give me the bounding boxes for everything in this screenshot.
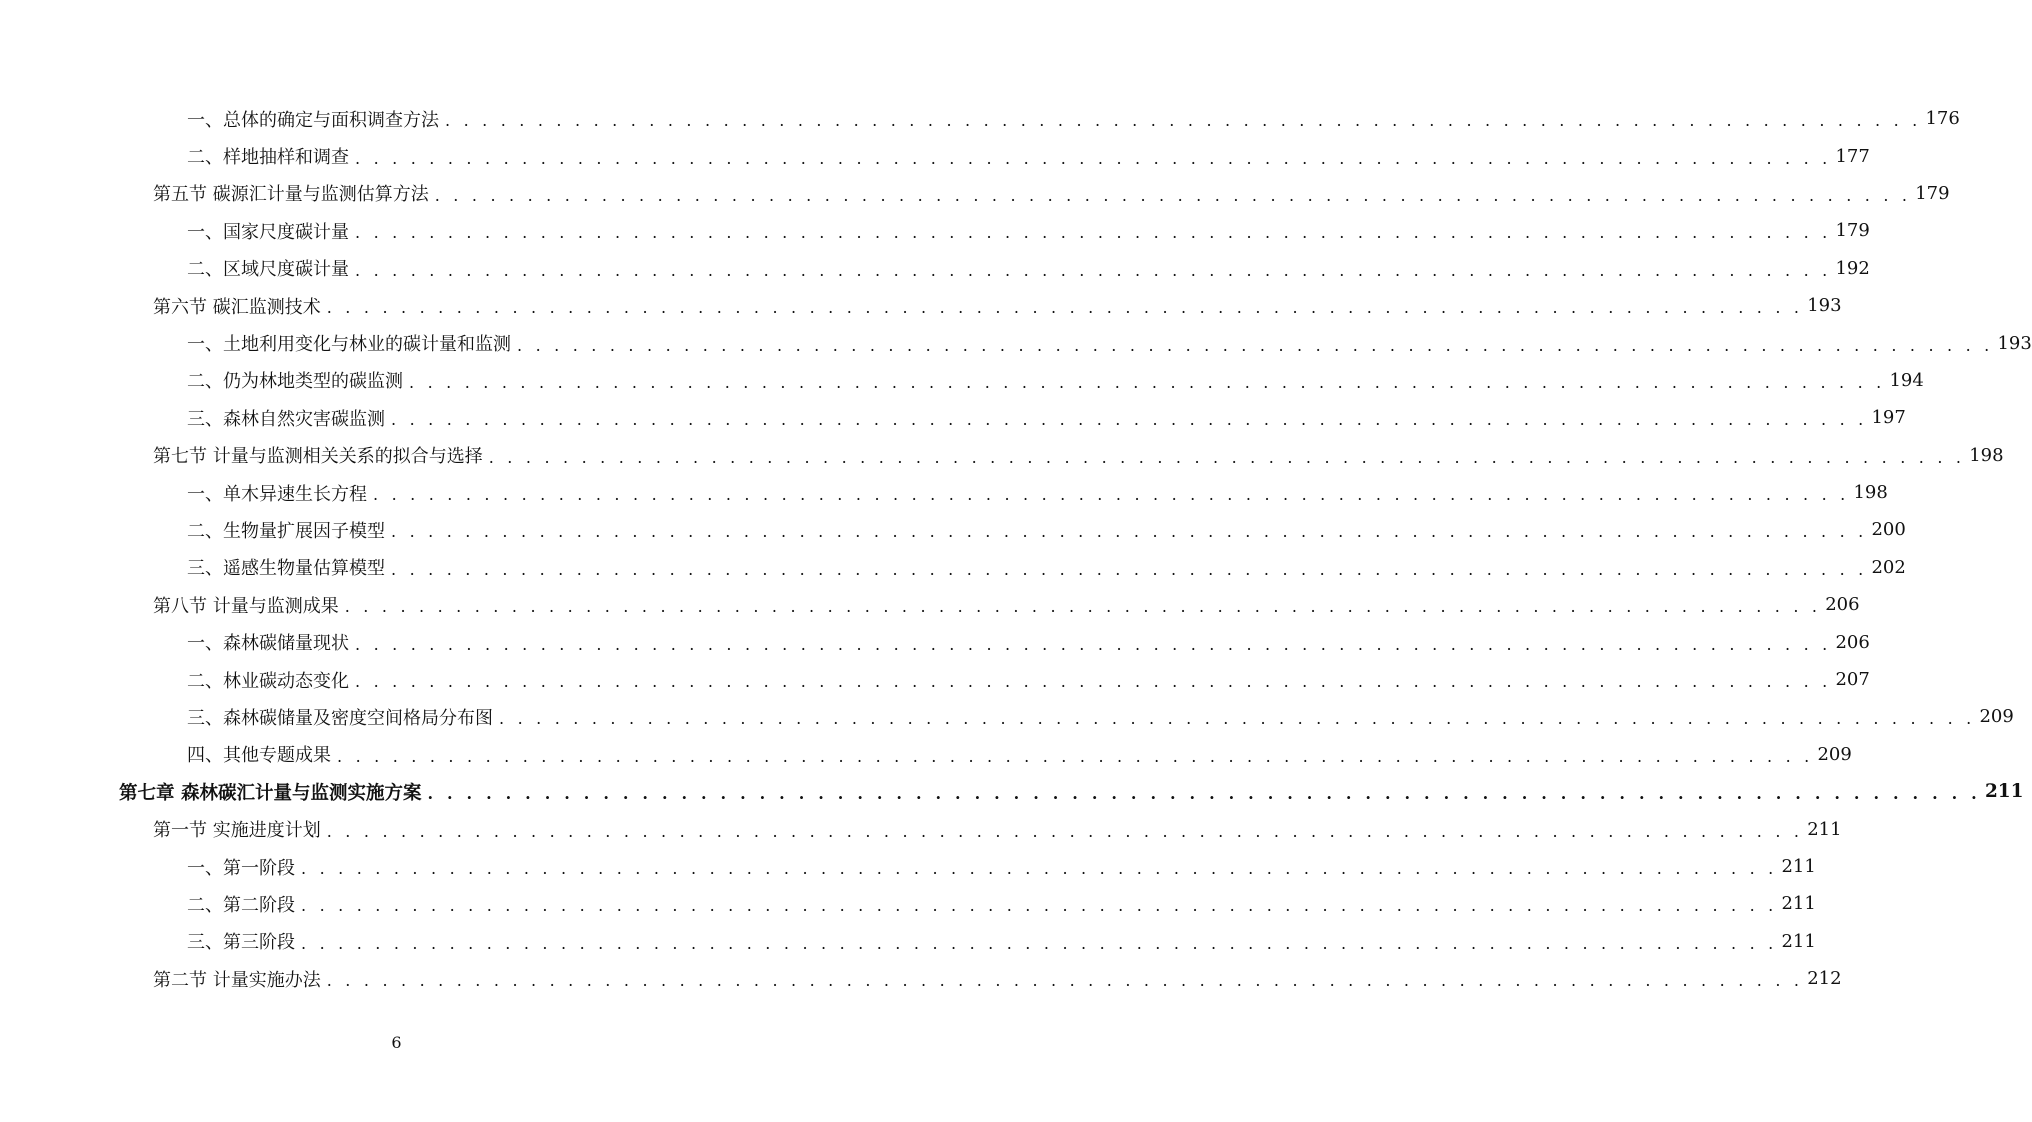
toc-entry-item[interactable] [0, 736, 1852, 773]
toc-entry-section[interactable] [0, 586, 1860, 623]
dot-leader: . . . . . . . . . . . . . . . . . . . . . . . . . . . . . . . . . . . . . . . . . . . . . . . . . . . . . . . . . . . . . . . . . . . . . . . . . . . . . . . . [326, 821, 1804, 841]
toc-entry-item[interactable] [0, 848, 1816, 885]
toc-entry-page: 176 [1925, 108, 1960, 130]
toc-entry-item[interactable] [0, 623, 1870, 660]
toc-entry-section[interactable] [0, 810, 1842, 847]
toc-entry-label: 二、样地抽样和调查 [187, 147, 349, 169]
toc-entry-label: 一、国家尺度碳计量 [187, 221, 349, 243]
dot-leader: . . . . . . . . . . . . . . . . . . . . . . . . . . . . . . . . . . . . . . . . . . . . . . . . . . . . . . . . . . . . . . . . . . . . . . . . . . . . . . . . [391, 559, 1868, 579]
dot-leader: . . . . . . . . . . . . . . . . . . . . . . . . . . . . . . . . . . . . . . . . . . . . . . . . . . . . . . . . . . . . . . . . . . . . . . . . . . . . . . . . [326, 971, 1804, 991]
toc-entry-item[interactable] [0, 923, 1816, 960]
dot-leader: . . . . . . . . . . . . . . . . . . . . . . . . . . . . . . . . . . . . . . . . . . . . . . . . . . . . . . . . . . . . . . . . . . . . . . . . . . . . . . . . [344, 597, 1822, 617]
toc-entry-label: 二、仍为林地类型的碳监测 [187, 371, 403, 393]
toc-entry-label: 三、遥感生物量估算模型 [187, 558, 385, 580]
toc-entry-item[interactable] [0, 661, 1870, 698]
dot-leader: . . . . . . . . . . . . . . . . . . . . . . . . . . . . . . . . . . . . . . . . . . . . . . . . . . . . . . . . . . . . . . . . . . . . . . . . . . . . . . . . [355, 260, 1832, 280]
toc-entry-item[interactable] [0, 100, 1960, 137]
toc-entry-section[interactable] [0, 175, 1950, 212]
toc-entry-label: 三、第三阶段 [187, 932, 295, 954]
toc-entry-label: 第一节 实施进度计划 [153, 820, 321, 842]
dot-leader: . . . . . . . . . . . . . . . . . . . . . . . . . . . . . . . . . . . . . . . . . . . . . . . . . . . . . . . . . . . . . . . . . . . . . . . . . . . . . . . . [337, 746, 1814, 766]
toc-entry-chapter[interactable] [0, 773, 2024, 810]
toc-entry-label: 二、林业碳动态变化 [187, 670, 349, 692]
toc-entry-page: 206 [1825, 594, 1860, 616]
toc-entry-label: 一、总体的确定与面积调查方法 [187, 109, 439, 131]
toc-entry-item[interactable] [0, 474, 1888, 511]
dot-leader: . . . . . . . . . . . . . . . . . . . . . . . . . . . . . . . . . . . . . . . . . . . . . . . . . . . . . . . . . . . . . . . . . . . . . . . . . . . . . . . . [355, 634, 1832, 654]
toc-entry-page: 200 [1871, 519, 1906, 541]
toc-entry-page: 212 [1807, 968, 1842, 990]
dot-leader: . . . . . . . . . . . . . . . . . . . . . . . . . . . . . . . . . . . . . . . . . . . . . . . . . . . . . . . . . . . . . . . . . . . . . . . . . . . . . . . . [355, 223, 1832, 243]
toc-entry-label: 二、第二阶段 [187, 894, 295, 916]
toc-entry-section[interactable] [0, 960, 1842, 997]
dot-leader: . . . . . . . . . . . . . . . . . . . . . . . . . . . . . . . . . . . . . . . . . . . . . . . . . . . . . . . . . . . . . . . . . . . . . . . . . . . . . . . . [301, 896, 1778, 916]
toc-entry-item[interactable] [0, 698, 2014, 735]
toc-entry-page: 179 [1835, 220, 1870, 242]
toc-entry-label: 第七节 计量与监测相关关系的拟合与选择 [153, 446, 483, 468]
toc-entry-item[interactable] [0, 549, 1906, 586]
toc-entry-page: 194 [1889, 369, 1924, 391]
toc-entry-item[interactable] [0, 250, 1870, 287]
toc-entry-page: 211 [1984, 781, 2024, 803]
toc-entry-label: 一、土地利用变化与林业的碳计量和监测 [187, 334, 511, 356]
toc-entry-item[interactable] [0, 885, 1816, 922]
toc-entry-label: 二、生物量扩展因子模型 [187, 520, 385, 542]
dot-leader: . . . . . . . . . . . . . . . . . . . . . . . . . . . . . . . . . . . . . . . . . . . . . . . . . . . . . . . . . . . . . . . . . . . . . . . . . . . . . . . . [488, 447, 1966, 467]
toc-entry-item[interactable] [0, 137, 1870, 174]
dot-leader: . . . . . . . . . . . . . . . . . . . . . . . . . . . . . . . . . . . . . . . . . . . . . . . . . . . . . . . . . . . . . . . . . . . . . . . . . . . . . . . . [409, 372, 1886, 392]
table-of-contents [0, 100, 2032, 997]
toc-entry-page: 209 [1979, 706, 2014, 728]
toc-entry-page: 206 [1835, 631, 1870, 653]
toc-entry-label: 三、森林碳储量及密度空间格局分布图 [187, 707, 493, 729]
toc-entry-item[interactable] [0, 324, 2032, 361]
dot-leader: . . . . . . . . . . . . . . . . . . . . . . . . . . . . . . . . . . . . . . . . . . . . . . . . . . . . . . . . . . . . . . . . . . . . . . . . . . . . . . . . [355, 148, 1832, 168]
dot-leader: . . . . . . . . . . . . . . . . . . . . . . . . . . . . . . . . . . . . . . . . . . . . . . . . . . . . . . . . . . . . . . . . . . . . . . . . . . . . . . . . [326, 298, 1804, 318]
toc-entry-page: 202 [1871, 556, 1906, 578]
dot-leader: . . . . . . . . . . . . . . . . . . . . . . . . . . . . . . . . . . . . . . . . . . . . . . . . . . . . . . . . . . . . . . . . . . . . . . . . . . . . . . . . [445, 111, 1922, 131]
dot-leader: . . . . . . . . . . . . . . . . . . . . . . . . . . . . . . . . . . . . . . . . . . . . . . . . . . . . . . . . . . . . . . . . . . . . . . . . . . . . . . . . [391, 410, 1868, 430]
toc-entry-label: 二、区域尺度碳计量 [187, 259, 349, 281]
toc-entry-page: 197 [1871, 407, 1906, 429]
dot-leader: . . . . . . . . . . . . . . . . . . . . . . . . . . . . . . . . . . . . . . . . . . . . . . . . . . . . . . . . . . . . . . . . . . . . . . . . . . . . . . . . [301, 933, 1778, 953]
toc-entry-page: 211 [1781, 930, 1816, 952]
toc-entry-label: 一、森林碳储量现状 [187, 633, 349, 655]
toc-entry-page: 177 [1835, 145, 1870, 167]
toc-entry-page: 198 [1853, 482, 1888, 504]
toc-entry-page: 207 [1835, 669, 1870, 691]
toc-entry-page: 211 [1781, 856, 1816, 877]
toc-entry-page: 211 [1807, 818, 1842, 840]
toc-entry-page: 193 [1997, 332, 2032, 354]
toc-entry-label: 第五节 碳源汇计量与监测估算方法 [153, 184, 429, 206]
toc-entry-page: 211 [1781, 893, 1816, 915]
dot-leader: . . . . . . . . . . . . . . . . . . . . . . . . . . . . . . . . . . . . . . . . . . . . . . . . . . . . . . . . . . . . . . . . . . . . . . . . . . . . . . . . [427, 784, 1981, 804]
toc-entry-item[interactable] [0, 399, 1906, 436]
toc-entry-page: 179 [1915, 182, 1950, 204]
toc-entry-section[interactable] [0, 437, 2004, 474]
dot-leader: . . . . . . . . . . . . . . . . . . . . . . . . . . . . . . . . . . . . . . . . . . . . . . . . . . . . . . . . . . . . . . . . . . . . . . . . . . . . . . . . [517, 335, 1994, 355]
dot-leader: . . . . . . . . . . . . . . . . . . . . . . . . . . . . . . . . . . . . . . . . . . . . . . . . . . . . . . . . . . . . . . . . . . . . . . . . . . . . . . . . [434, 185, 1912, 205]
toc-entry-label: 第七章 森林碳汇计量与监测实施方案 [119, 782, 422, 804]
toc-entry-label: 一、第一阶段 [187, 857, 295, 879]
toc-entry-page: 209 [1817, 743, 1852, 765]
dot-leader: . . . . . . . . . . . . . . . . . . . . . . . . . . . . . . . . . . . . . . . . . . . . . . . . . . . . . . . . . . . . . . . . . . . . . . . . . . . . . . . . [391, 522, 1868, 542]
toc-entry-item[interactable] [0, 511, 1906, 548]
dot-leader: . . . . . . . . . . . . . . . . . . . . . . . . . . . . . . . . . . . . . . . . . . . . . . . . . . . . . . . . . . . . . . . . . . . . . . . . . . . . . . . . [499, 709, 1976, 729]
dot-leader: . . . . . . . . . . . . . . . . . . . . . . . . . . . . . . . . . . . . . . . . . . . . . . . . . . . . . . . . . . . . . . . . . . . . . . . . . . . . . . . . [355, 672, 1832, 692]
toc-entry-page: 192 [1835, 257, 1870, 279]
toc-entry-label: 第二节 计量实施办法 [153, 969, 321, 991]
toc-entry-label: 第八节 计量与监测成果 [153, 595, 339, 617]
toc-entry-page: 198 [1969, 444, 2004, 466]
toc-entry-page: 193 [1807, 295, 1842, 317]
toc-entry-label: 四、其他专题成果 [187, 745, 331, 767]
toc-entry-item[interactable] [0, 362, 1924, 399]
toc-entry-item[interactable] [0, 212, 1870, 249]
page-number: 6 [391, 1033, 402, 1052]
toc-entry-section[interactable] [0, 287, 1842, 324]
toc-entry-label: 第六节 碳汇监测技术 [153, 296, 321, 318]
dot-leader: . . . . . . . . . . . . . . . . . . . . . . . . . . . . . . . . . . . . . . . . . . . . . . . . . . . . . . . . . . . . . . . . . . . . . . . . . . . . . . . . [301, 859, 1778, 878]
toc-entry-label: 三、森林自然灾害碳监测 [187, 408, 385, 430]
dot-leader: . . . . . . . . . . . . . . . . . . . . . . . . . . . . . . . . . . . . . . . . . . . . . . . . . . . . . . . . . . . . . . . . . . . . . . . . . . . . . . . . [373, 485, 1850, 505]
toc-entry-label: 一、单木异速生长方程 [187, 483, 367, 505]
